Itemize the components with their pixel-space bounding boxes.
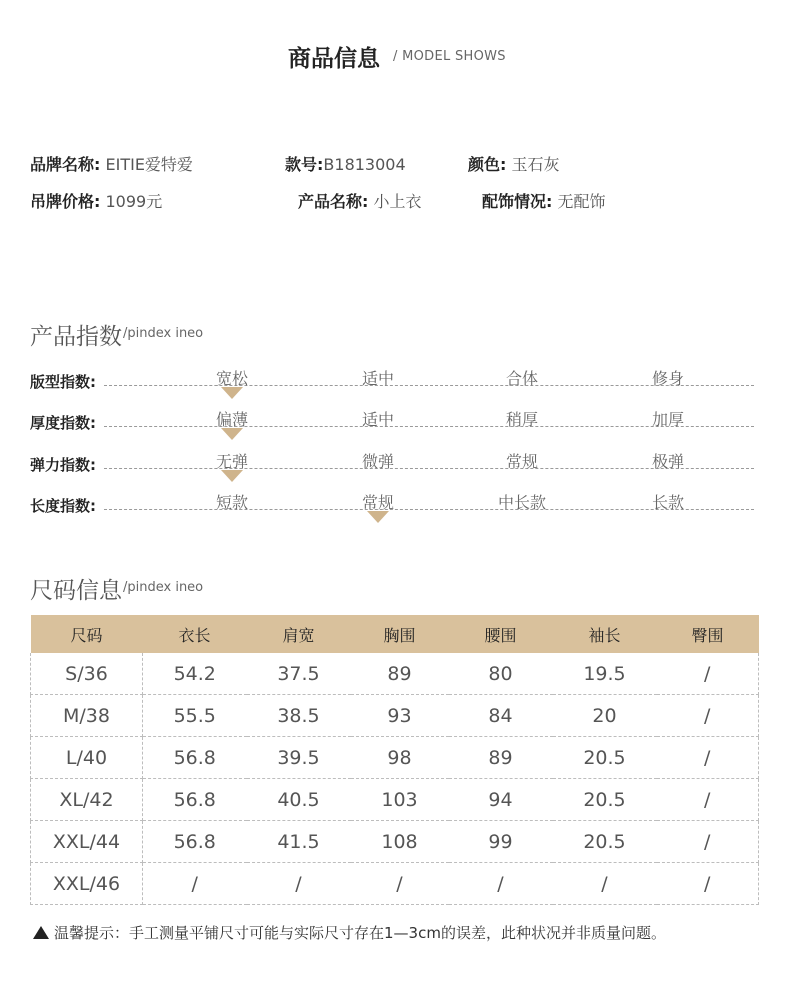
index-selected-marker bbox=[221, 470, 243, 482]
size-value-cell: / bbox=[553, 863, 657, 905]
index-option: 适中 bbox=[361, 369, 395, 388]
info-price-label: 吊牌价格: bbox=[30, 192, 101, 211]
index-option: 短款 bbox=[215, 493, 249, 512]
page-title: 商品信息 bbox=[288, 46, 380, 72]
info-product-name-label: 产品名称: bbox=[298, 192, 369, 211]
size-label-cell: XXL/46 bbox=[31, 863, 143, 905]
product-index-title: 产品指数 bbox=[30, 324, 122, 350]
size-label-cell: XL/42 bbox=[31, 779, 143, 821]
index-option: 加厚 bbox=[651, 410, 685, 429]
index-row-label: 版型指数: bbox=[30, 373, 96, 391]
index-selected-marker bbox=[221, 428, 243, 440]
table-row bbox=[31, 653, 759, 695]
size-label-cell: M/38 bbox=[31, 695, 143, 737]
size-value-cell: / bbox=[657, 821, 759, 863]
index-option: 修身 bbox=[651, 369, 685, 388]
size-value-cell: / bbox=[449, 863, 553, 905]
size-value-cell: 103 bbox=[351, 779, 449, 821]
index-row-label: 弹力指数: bbox=[30, 456, 96, 474]
size-value-cell: 108 bbox=[351, 821, 449, 863]
index-option: 合体 bbox=[505, 369, 539, 388]
info-brand-value: EITIE爱特爱 bbox=[105, 155, 193, 174]
size-value-cell: 89 bbox=[449, 737, 553, 779]
page-subtitle: / MODEL SHOWS bbox=[393, 49, 506, 64]
index-option: 无弹 bbox=[215, 452, 249, 471]
info-price-value: 1099元 bbox=[105, 192, 163, 211]
size-value-cell: / bbox=[657, 737, 759, 779]
size-value-cell: 98 bbox=[351, 737, 449, 779]
index-row-label: 厚度指数: bbox=[30, 414, 96, 432]
size-value-cell: / bbox=[351, 863, 449, 905]
size-column-header: 衣长 bbox=[143, 615, 247, 653]
size-value-cell: 54.2 bbox=[143, 653, 247, 695]
size-value-cell: / bbox=[657, 695, 759, 737]
index-option: 偏薄 bbox=[215, 410, 249, 429]
index-option: 微弹 bbox=[361, 452, 395, 471]
index-option: 长款 bbox=[651, 493, 685, 512]
info-style-no-value: B1813004 bbox=[323, 155, 406, 174]
size-value-cell: 56.8 bbox=[143, 779, 247, 821]
size-column-header: 肩宽 bbox=[247, 615, 351, 653]
index-option: 中长款 bbox=[497, 493, 547, 512]
size-column-header: 臀围 bbox=[657, 615, 759, 653]
size-value-cell: 56.8 bbox=[143, 737, 247, 779]
info-style-no-label: 款号: bbox=[285, 155, 324, 174]
table-row bbox=[31, 737, 759, 779]
info-brand bbox=[30, 152, 193, 175]
size-value-cell: 99 bbox=[449, 821, 553, 863]
size-label-cell: S/36 bbox=[31, 653, 143, 695]
notice bbox=[33, 922, 666, 943]
size-value-cell: 80 bbox=[449, 653, 553, 695]
info-accessories-value: 无配饰 bbox=[557, 192, 606, 211]
size-value-cell: 37.5 bbox=[247, 653, 351, 695]
size-value-cell: / bbox=[657, 779, 759, 821]
index-option: 常规 bbox=[361, 493, 395, 512]
info-color-label: 颜色: bbox=[468, 155, 507, 174]
size-value-cell: 19.5 bbox=[553, 653, 657, 695]
index-option: 适中 bbox=[361, 410, 395, 429]
size-value-cell: 89 bbox=[351, 653, 449, 695]
size-value-cell: 39.5 bbox=[247, 737, 351, 779]
size-column-header: 尺码 bbox=[31, 615, 143, 653]
info-product-name-value: 小上衣 bbox=[373, 192, 422, 211]
size-value-cell: / bbox=[143, 863, 247, 905]
table-row bbox=[31, 821, 759, 863]
size-value-cell: 20.5 bbox=[553, 821, 657, 863]
info-color bbox=[468, 152, 560, 175]
size-value-cell: / bbox=[657, 863, 759, 905]
size-value-cell: 20.5 bbox=[553, 779, 657, 821]
size-value-cell: 84 bbox=[449, 695, 553, 737]
index-option: 常规 bbox=[505, 452, 539, 471]
index-selected-marker bbox=[221, 387, 243, 399]
size-value-cell: 55.5 bbox=[143, 695, 247, 737]
info-product-name bbox=[298, 189, 422, 212]
size-value-cell: 38.5 bbox=[247, 695, 351, 737]
size-label-cell: L/40 bbox=[31, 737, 143, 779]
size-value-cell: 93 bbox=[351, 695, 449, 737]
size-value-cell: 40.5 bbox=[247, 779, 351, 821]
notice-text: 温馨提示：手工测量平铺尺寸可能与实际尺寸存在1—3cm的误差，此种状况并非质量问题。 bbox=[54, 924, 666, 942]
size-value-cell: / bbox=[247, 863, 351, 905]
size-value-cell: 20 bbox=[553, 695, 657, 737]
product-index-subtitle: /pindex ineo bbox=[123, 326, 204, 341]
warning-icon bbox=[33, 926, 49, 939]
size-column-header: 袖长 bbox=[553, 615, 657, 653]
size-value-cell: / bbox=[657, 653, 759, 695]
table-row bbox=[31, 863, 759, 905]
size-table bbox=[30, 615, 759, 905]
table-row bbox=[31, 695, 759, 737]
info-accessories-label: 配饰情况: bbox=[482, 192, 553, 211]
info-color-value: 玉石灰 bbox=[511, 155, 560, 174]
info-accessories bbox=[482, 189, 606, 212]
size-value-cell: 20.5 bbox=[553, 737, 657, 779]
info-brand-label: 品牌名称: bbox=[30, 155, 101, 174]
index-option: 极弹 bbox=[651, 452, 685, 471]
size-column-header: 胸围 bbox=[351, 615, 449, 653]
table-row bbox=[31, 779, 759, 821]
info-style-no bbox=[285, 152, 406, 175]
size-value-cell: 41.5 bbox=[247, 821, 351, 863]
size-column-header: 腰围 bbox=[449, 615, 553, 653]
size-table-header bbox=[31, 615, 759, 653]
size-value-cell: 94 bbox=[449, 779, 553, 821]
info-price bbox=[30, 189, 162, 212]
size-info-subtitle: /pindex ineo bbox=[123, 580, 204, 595]
size-table-body bbox=[31, 653, 759, 905]
size-value-cell: 56.8 bbox=[143, 821, 247, 863]
size-label-cell: XXL/44 bbox=[31, 821, 143, 863]
index-option: 稍厚 bbox=[505, 410, 539, 429]
index-selected-marker bbox=[367, 511, 389, 523]
index-row-label: 长度指数: bbox=[30, 497, 96, 515]
index-option: 宽松 bbox=[215, 369, 249, 388]
size-info-title: 尺码信息 bbox=[30, 578, 122, 604]
